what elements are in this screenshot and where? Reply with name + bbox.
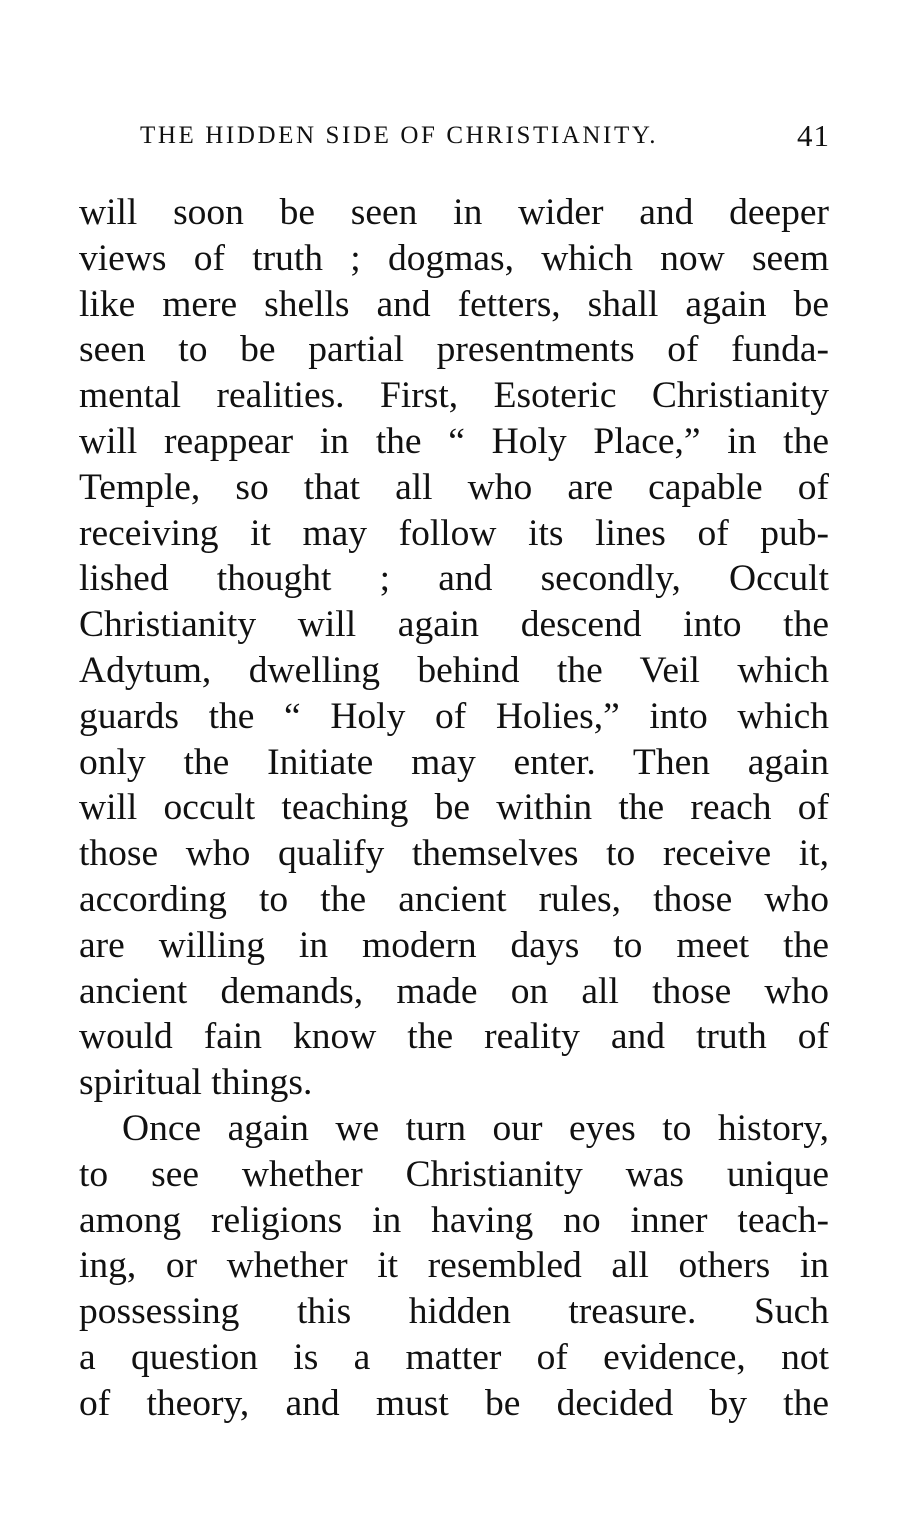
text-line: Once again we turn our eyes to history, <box>122 1107 829 1149</box>
text-line: a question is a matter of evidence, not <box>79 1336 829 1378</box>
text-line: Temple, so that all who are capable of <box>79 466 829 508</box>
paragraph-2 <box>79 1106 829 1427</box>
text-line: mental realities. First, Esoteric Christianity <box>79 375 829 417</box>
text-line: will occult teaching be within the reach of <box>79 787 829 829</box>
text-line: receiving it may follow its lines of pub- <box>79 512 829 554</box>
text-line: seen to be partial presentments of funda- <box>79 329 829 371</box>
running-head <box>140 118 830 153</box>
text-line: will soon be seen in wider and deeper <box>79 192 829 233</box>
text-line: possessing this hidden treasure. Such <box>79 1291 829 1333</box>
paragraph-1 <box>79 190 829 1106</box>
text-line: among religions in having no inner teach- <box>79 1199 829 1241</box>
text-line: ing, or whether it resembled all others in <box>79 1245 829 1287</box>
body-text <box>79 190 829 1427</box>
page-number: 41 <box>797 118 830 153</box>
text-line: Adytum, dwelling behind the Veil which <box>79 649 829 691</box>
text-line: are willing in modern days to meet the <box>79 924 829 966</box>
text-line: ancient demands, made on all those who <box>79 970 829 1012</box>
text-line: spiritual things. <box>79 1062 313 1104</box>
text-line: guards the “ Holy of Holies,” into which <box>79 695 829 737</box>
text-line: only the Initiate may enter. Then again <box>79 741 829 783</box>
text-line: lished thought ; and secondly, Occult <box>79 558 829 600</box>
text-line: would fain know the reality and truth of <box>79 1016 829 1058</box>
text-line: to see whether Christianity was unique <box>79 1153 829 1195</box>
text-line: like mere shells and fetters, shall again be <box>79 283 829 325</box>
text-line: according to the ancient rules, those who <box>79 878 829 920</box>
text-line: Christianity will again descend into the <box>79 604 829 646</box>
text-line: of theory, and must be decided by the <box>79 1382 829 1424</box>
text-line: those who qualify themselves to receive it, <box>79 833 829 875</box>
running-head-title: THE HIDDEN SIDE OF CHRISTIANITY. <box>140 122 659 149</box>
text-line: will reappear in the “ Holy Place,” in the <box>79 420 829 462</box>
text-line: views of truth ; dogmas, which now seem <box>79 237 829 279</box>
